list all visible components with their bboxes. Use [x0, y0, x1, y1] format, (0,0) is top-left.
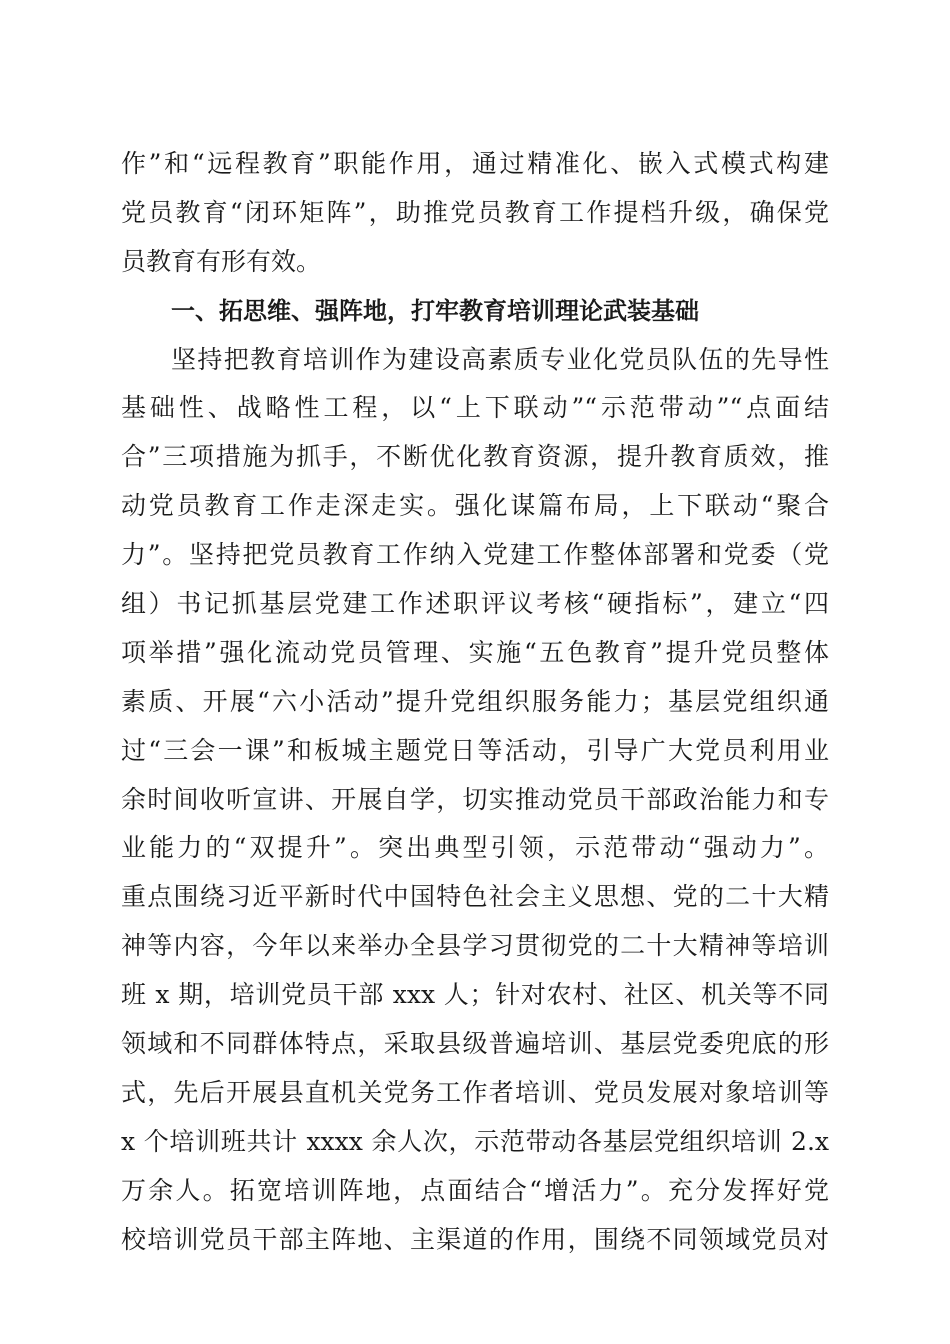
text-line: 过“三会一课”和板城主题党日等活动，引导广大党员利用业 — [121, 735, 829, 765]
text-line: 重点围绕习近平新时代中国特色社会主义思想、党的二十大精 — [121, 882, 829, 912]
text-line: 式，先后开展县直机关党务工作者培训、党员发展对象培训等 — [121, 1077, 829, 1107]
section-heading: 一、拓思维、强阵地，打牢教育培训理论武装基础 — [171, 296, 699, 325]
text-line: 员教育有形有效。 — [121, 246, 322, 276]
text-line: x 个培训班共计 xxxx 余人次，示范带动各基层党组织培训 2.x — [121, 1126, 829, 1156]
text-line: 神等内容，今年以来举办全县学习贯彻党的二十大精神等培训 — [121, 931, 829, 961]
text-line: 作”和“远程教育”职能作用，通过精准化、嵌入式模式构建 — [121, 149, 829, 178]
text-line: 领域和不同群体特点，采取县级普遍培训、基层党委兜底的形 — [121, 1029, 829, 1059]
text-line: 校培训党员干部主阵地、主渠道的作用，围绕不同领域党员对 — [121, 1224, 829, 1254]
document-body — [121, 140, 829, 1264]
text-line: 余时间收听宣讲、开展自学，切实推动党员干部政治能力和专 — [121, 784, 829, 814]
text-line: 基础性、战略性工程，以“上下联动”“示范带动”“点面结 — [121, 393, 829, 423]
text-line: 合”三项措施为抓手，不断优化教育资源，提升教育质效，推 — [121, 442, 829, 472]
text-line: 力”。坚持把党员教育工作纳入党建工作整体部署和党委（党 — [121, 540, 829, 570]
text-line: 党员教育“闭环矩阵”，助推党员教育工作提档升级，确保党 — [121, 197, 829, 227]
text-line: 班 x 期，培训党员干部 xxx 人；针对农村、社区、机关等不同 — [121, 980, 829, 1010]
text-line: 万余人。拓宽培训阵地，点面结合“增活力”。充分发挥好党 — [121, 1175, 829, 1205]
text-line: 动党员教育工作走深走实。强化谋篇布局，上下联动“聚合 — [121, 491, 829, 521]
text-line: 组）书记抓基层党建工作述职评议考核“硬指标”，建立“四 — [121, 589, 829, 619]
text-line: 项举措”强化流动党员管理、实施“五色教育”提升党员整体 — [121, 637, 829, 667]
text-line: 素质、开展“六小活动”提升党组织服务能力；基层党组织通 — [121, 686, 829, 716]
text-line: 坚持把教育培训作为建设高素质专业化党员队伍的先导性 — [171, 344, 829, 374]
text-line: 业能力的“双提升”。突出典型引领，示范带动“强动力”。 — [121, 833, 829, 863]
